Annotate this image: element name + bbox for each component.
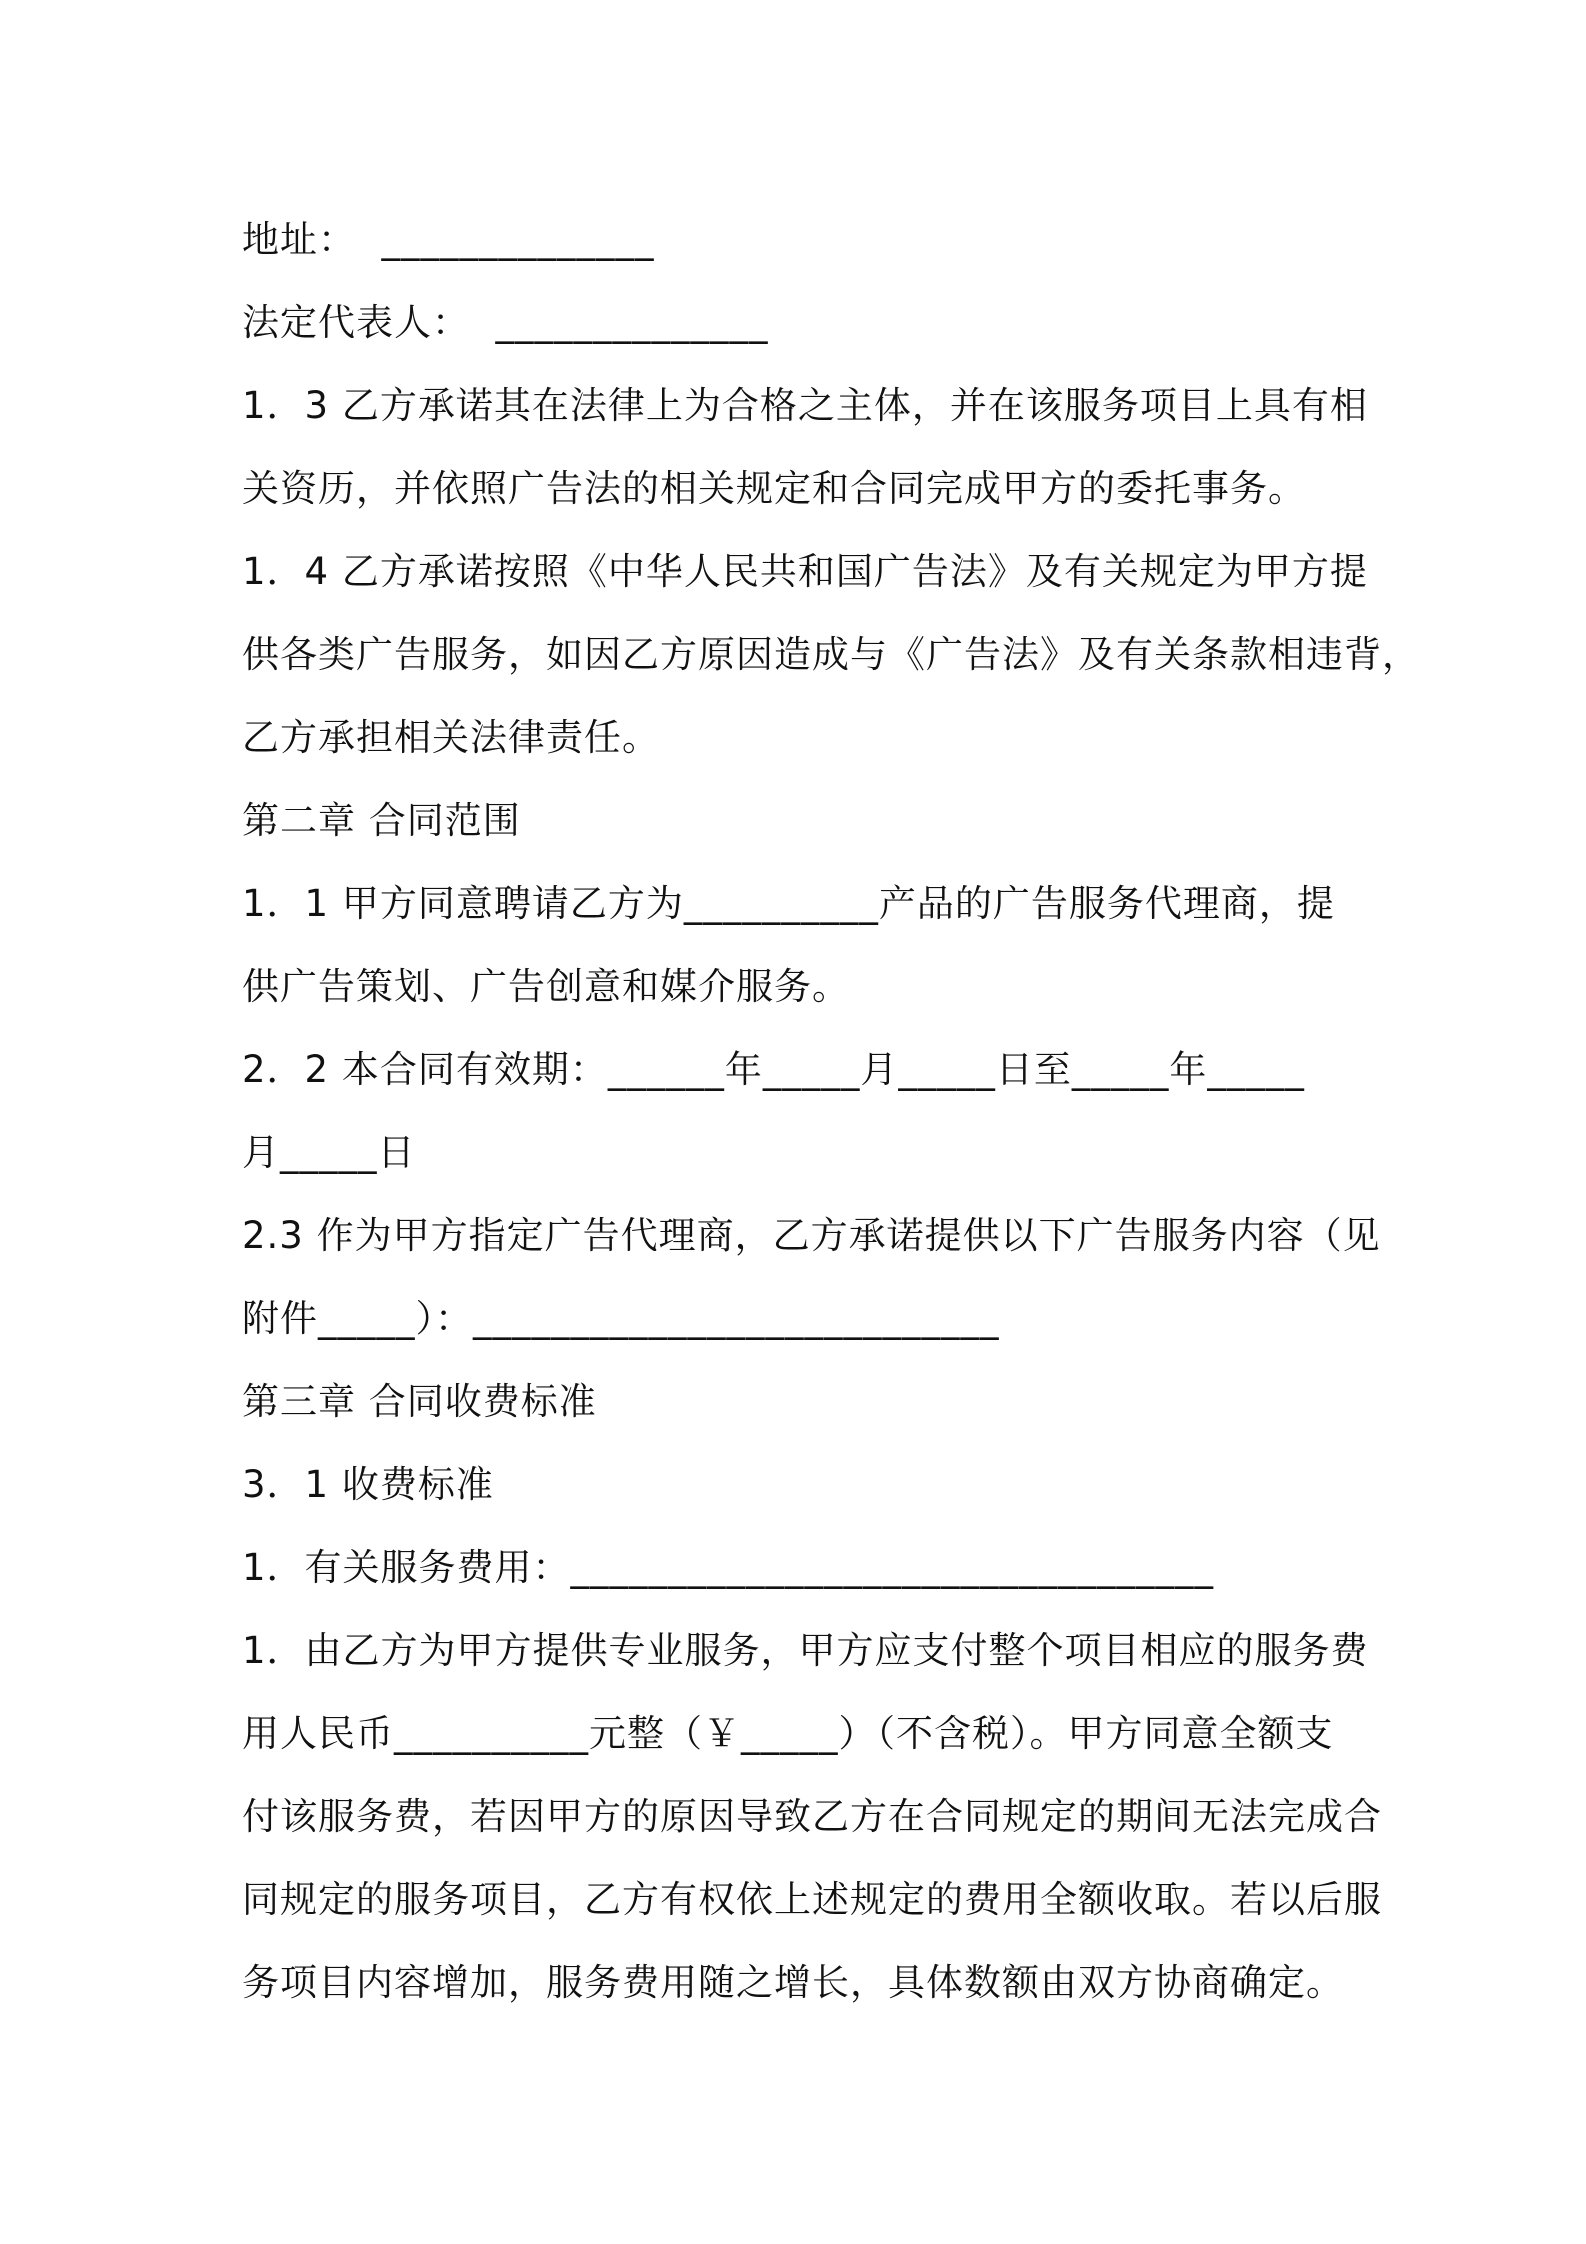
clause-1-3-line-2: 关资历，并依照广告法的相关规定和合同完成甲方的委托事务。 <box>242 467 1306 510</box>
address-field-line: 地址： ______________ <box>242 218 655 261</box>
fee-paragraph-line-3: 付该服务费，若因甲方的原因导致乙方在合同规定的期间无法完成合 <box>242 1795 1382 1838</box>
clause-1-1-line-2: 供广告策划、广告创意和媒介服务。 <box>242 965 850 1008</box>
service-fee-field-line: 1．有关服务费用：_________________________________ <box>242 1546 1215 1589</box>
clause-1-4-line-1: 1．4 乙方承诺按照《中华人民共和国广告法》及有关规定为甲方提 <box>242 550 1368 593</box>
clause-1-4-line-2: 供各类广告服务，如因乙方原因造成与《广告法》及有关条款相违背， <box>242 633 1420 676</box>
chapter-3-heading: 第三章 合同收费标准 <box>242 1380 597 1423</box>
clause-2-2-line-1: 2．2 本合同有效期：______年_____月_____日至_____年_____ <box>242 1048 1305 1091</box>
document-body <box>242 198 1420 2024</box>
clause-2-3-line-1: 2.3 作为甲方指定广告代理商，乙方承诺提供以下广告服务内容（见 <box>242 1214 1381 1257</box>
clause-3-1-heading: 3．1 收费标准 <box>242 1463 494 1506</box>
clause-2-3-line-2: 附件_____）：___________________________ <box>242 1297 1000 1340</box>
clause-1-1-line-1: 1．1 甲方同意聘请乙方为__________产品的广告服务代理商，提 <box>242 882 1335 925</box>
fee-paragraph-line-4: 同规定的服务项目，乙方有权依上述规定的费用全额收取。若以后服 <box>242 1878 1382 1921</box>
clause-1-3-line-1: 1．3 乙方承诺其在法律上为合格之主体，并在该服务项目上具有相 <box>242 384 1368 427</box>
fee-paragraph-line-2: 用人民币__________元整（￥_____）（不含税）。甲方同意全额支 <box>242 1712 1334 1755</box>
legal-representative-field-line: 法定代表人： ______________ <box>242 301 769 344</box>
fee-paragraph-line-1: 1．由乙方为甲方提供专业服务，甲方应支付整个项目相应的服务费 <box>242 1629 1369 1672</box>
chapter-2-heading: 第二章 合同范围 <box>242 799 521 842</box>
fee-paragraph-line-5: 务项目内容增加，服务费用随之增长，具体数额由双方协商确定。 <box>242 1961 1344 2004</box>
clause-2-2-line-2: 月_____日 <box>242 1131 416 1174</box>
clause-1-4-line-3: 乙方承担相关法律责任。 <box>242 716 660 759</box>
